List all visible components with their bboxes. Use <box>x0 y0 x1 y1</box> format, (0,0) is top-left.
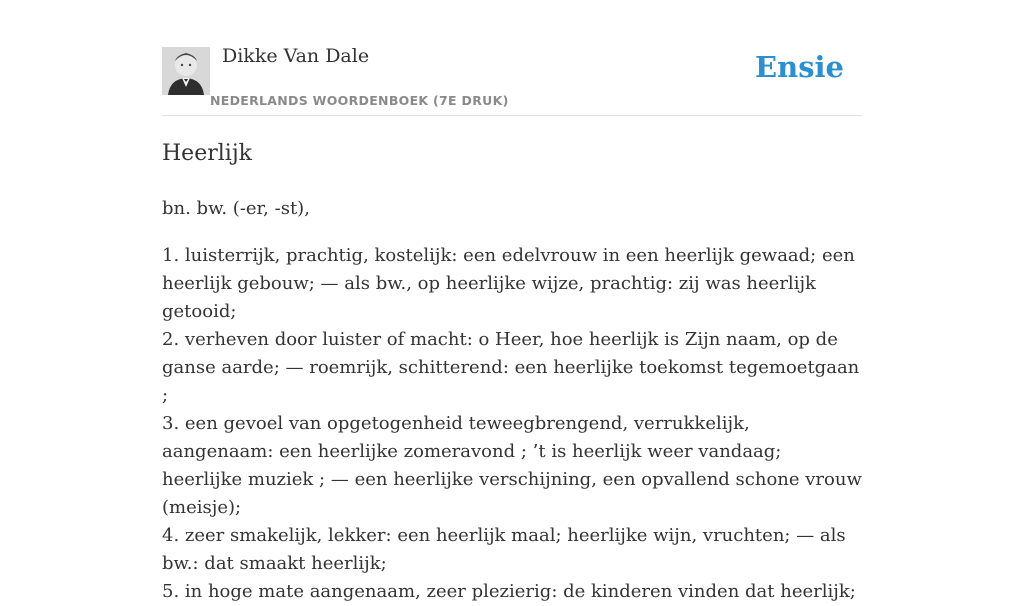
entry-title: Heerlijk <box>162 141 252 166</box>
header <box>162 0 862 116</box>
author-avatar[interactable] <box>162 47 210 95</box>
entry-content <box>162 138 862 606</box>
author-name[interactable]: Dikke Van Dale <box>222 45 370 67</box>
definition-5: 5. in hoge mate aangenaam, zeer plezierig: de kinderen vinden dat heerlijk; <box>162 581 856 602</box>
portrait-image <box>162 47 210 95</box>
definition-1: 1. luisterrijk, prachtig, kostelijk: een edelvrouw in een heerlijk gewaad; een heerlijk gebouw; — als bw., op heerlijke wijze, prachtig: zij was heerlijk getooid; <box>162 245 855 322</box>
brand-logo[interactable]: Ensie <box>755 50 844 84</box>
grammar-note: bn. bw. (-er, -st), <box>162 198 310 219</box>
definition-2: 2. verheven door luister of macht: o Heer, hoe heerlijk is Zijn naam, op de ganse aarde; — roemrijk, schitterend: een heerlijke toekomst tegemoetgaan ; <box>162 329 860 406</box>
source-label[interactable]: NEDERLANDS WOORDENBOEK (7E DRUK) <box>210 93 509 108</box>
definition-4: 4. zeer smakelijk, lekker: een heerlijk maal; heerlijke wijn, vruchten; — als bw.: dat smaakt heerlijk; <box>162 525 846 574</box>
definition-3: 3. een gevoel van opgetogenheid teweegbrengend, verrukkelijk, aangenaam: een heerlijke zomeravond ; ’t is heerlijk weer vandaag; heerlijke muziek ; — een heerlijke verschijning, een opvallend schone vrouw (meisje); <box>162 413 862 518</box>
